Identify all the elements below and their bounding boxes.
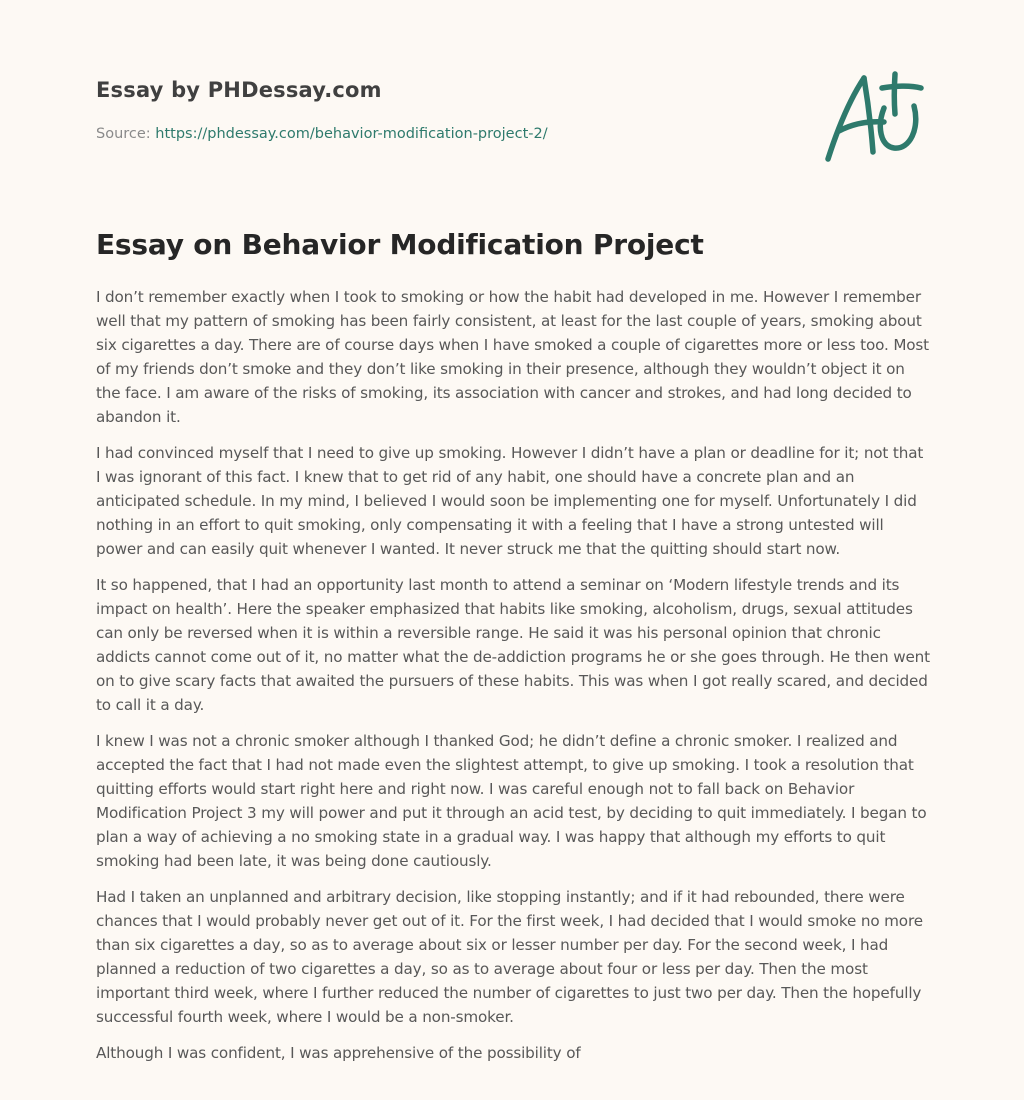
source-link[interactable]: https://phdessay.com/behavior-modification-project-2/ [155, 126, 548, 142]
a-plus-logo-icon [822, 68, 926, 164]
essay-paragraph: I had convinced myself that I need to give up smoking. However I didn’t have a plan or deadline for it; not that I was ignorant of this fact. I knew that to get rid of any habit, one should have a concrete plan and an anticipated schedule. In my mind, I believed I would soon be implementing one for myself. Unfortunately I did nothing in an effort to quit smoking, only compensating it with a feeling that I have a strong untested will power and can easily quit whenever I wanted. It never struck me that the quitting should start now. [96, 444, 924, 558]
essay-paragraph: I knew I was not a chronic smoker although I thanked God; he didn’t define a chronic smoker. I realized and accepted the fact that I had not made even the slightest attempt, to give up smoking. I took a resolution that quitting efforts would start right here and right now. I was careful enough not to fall back on Behavior Modification Project 3 my will power and put it through an acid test, by deciding to quit immediately. I began to plan a way of achieving a no smoking state in a gradual way. I was happy that although my efforts to quit smoking had been late, it was being done cautiously. [96, 732, 927, 870]
source-label: Source: [96, 126, 151, 142]
essay-body [96, 285, 932, 1077]
essay-title: Essay on Behavior Modification Project [96, 228, 704, 261]
source-line [96, 124, 548, 144]
essay-paragraph: Although I was confident, I was apprehensive of the possibility of [96, 1044, 581, 1062]
essay-paragraph: I don’t remember exactly when I took to smoking or how the habit had developed in me. However I remember well that my pattern of smoking has been fairly consistent, at least for the last couple of years, smoking about six cigarettes a day. There are of course days when I have smoked a couple of cigarettes more or less too. Most of my friends don’t smoke and they don’t like smoking in their presence, although they wouldn’t object it on the face. I am aware of the risks of smoking, its association with cancer and strokes, and had long decided to abandon it. [96, 288, 929, 426]
site-brand: Essay by PHDessay.com [96, 78, 382, 102]
site-header [96, 76, 696, 104]
essay-paragraph: Had I taken an unplanned and arbitrary decision, like stopping instantly; and if it had rebounded, there were chances that I would probably never get out of it. For the first week, I had decided that I would smoke no more than six cigarettes a day, so as to average about six or lesser number per day. For the second week, I had planned a reduction of two cigarettes a day, so as to average about four or less per day. Then the most important third week, where I further reduced the number of cigarettes to just two per day. Then the hopefully successful fourth week, where I would be a non-smoker. [96, 888, 923, 1026]
essay-paragraph: It so happened, that I had an opportunity last month to attend a seminar on ‘Modern lifestyle trends and its impact on health’. Here the speaker emphasized that habits like smoking, alcoholism, drugs, sexual attitudes can only be reversed when it is within a reversible range. He said it was his personal opinion that chronic addicts cannot come out of it, no matter what the de-addiction programs he or she goes through. He then went on to give scary facts that awaited the pursuers of these habits. This was when I got really scared, and decided to call it a day. [96, 576, 930, 714]
